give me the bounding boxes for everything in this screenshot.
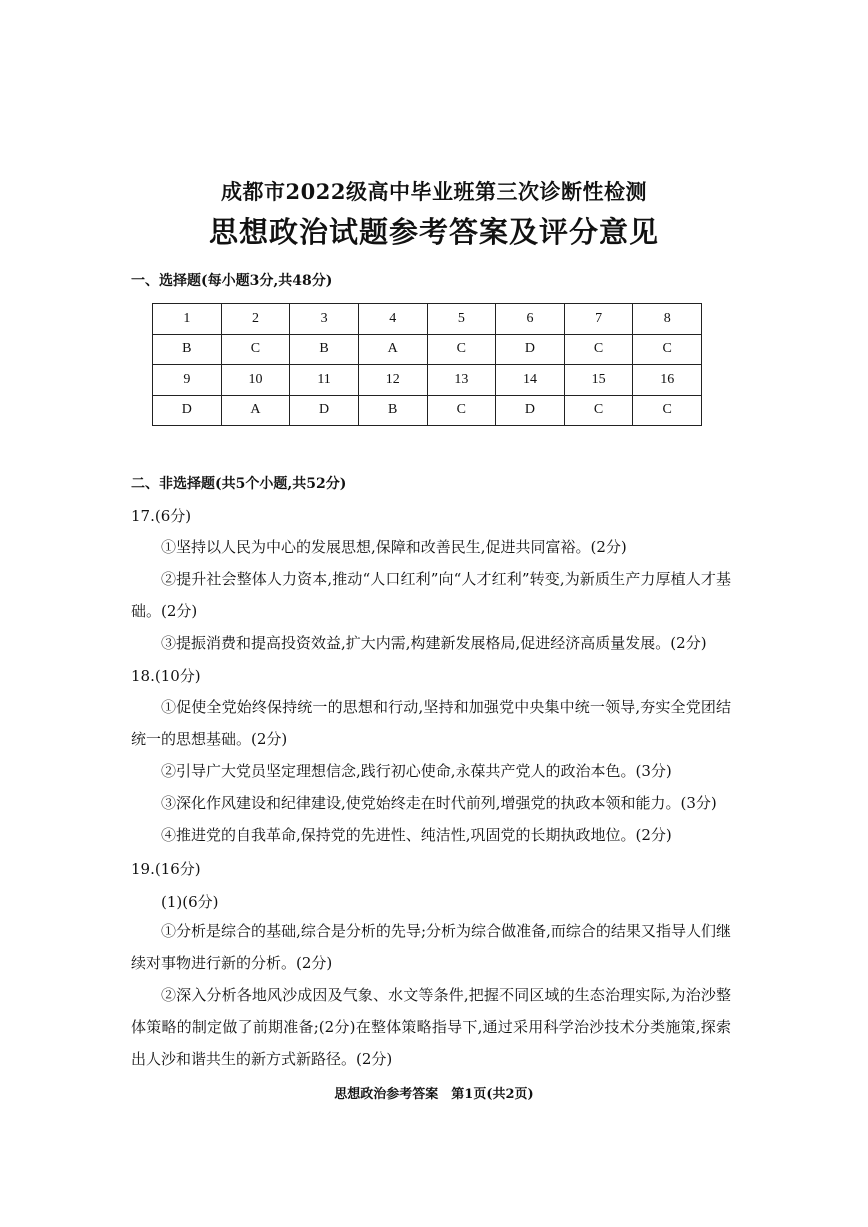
question-number-cell: 2 [221, 304, 290, 335]
q19-item-2: ②深入分析各地风沙成因及气象、水文等条件,把握不同区域的生态治理实际,为治沙整体策略的制定做了前期准备;(2分)在整体策略指导下,通过采用科学治沙技术分类施策,探索出人沙和谐共生的新方式新路径。(2分) [131, 986, 731, 1068]
answer-cell: B [358, 395, 427, 426]
question-number-cell: 8 [633, 304, 702, 335]
q19-sub1-label: (1)(6分) [161, 893, 219, 911]
page-footer: 思想政治参考答案 第1页(共2页) [334, 1087, 534, 1102]
question-number-row [153, 304, 702, 335]
question-number-cell: 3 [290, 304, 359, 335]
answer-cell: A [221, 395, 290, 426]
answer-cell: D [153, 395, 222, 426]
question-number-cell: 14 [496, 365, 565, 396]
question-number-cell: 15 [564, 365, 633, 396]
question-number-cell: 10 [221, 365, 290, 396]
q17-item-3: ③提振消费和提高投资效益,扩大内需,构建新发展格局,促进经济高质量发展。(2分) [161, 634, 707, 652]
question-number-cell: 13 [427, 365, 496, 396]
question-number-cell: 7 [564, 304, 633, 335]
answer-row [153, 334, 702, 365]
exam-title: 成都市2022级高中毕业班第三次诊断性检测 [221, 179, 647, 204]
answer-row [153, 395, 702, 426]
answer-cell: C [221, 334, 290, 365]
section2-heading: 二、非选择题(共5个小题,共52分) [131, 476, 347, 492]
q17-item-1: ①坚持以人民为中心的发展思想,保障和改善民生,促进共同富裕。(2分) [161, 538, 627, 556]
answer-cell: C [633, 334, 702, 365]
answer-cell: A [358, 334, 427, 365]
multiple-choice-answer-table [152, 303, 702, 426]
answer-cell: D [496, 395, 565, 426]
answer-cell: D [496, 334, 565, 365]
q18-item-2: ②引导广大党员坚定理想信念,践行初心使命,永葆共产党人的政治本色。(3分) [161, 762, 672, 780]
answer-cell: B [153, 334, 222, 365]
q19-label: 19.(16分) [131, 860, 201, 878]
question-number-cell: 12 [358, 365, 427, 396]
answer-cell: C [427, 395, 496, 426]
question-number-cell: 5 [427, 304, 496, 335]
question-number-cell: 1 [153, 304, 222, 335]
q17-label: 17.(6分) [131, 507, 192, 525]
answer-cell: C [564, 395, 633, 426]
answer-cell: B [290, 334, 359, 365]
question-number-row [153, 365, 702, 396]
q18-item-4: ④推进党的自我革命,保持党的先进性、纯洁性,巩固党的长期执政地位。(2分) [161, 826, 672, 844]
section1-heading: 一、选择题(每小题3分,共48分) [131, 273, 333, 289]
q17-item-2: ②提升社会整体人力资本,推动“人口红利”向“人才红利”转变,为新质生产力厚植人才基础。(2分) [131, 570, 731, 620]
question-number-cell: 6 [496, 304, 565, 335]
answer-cell: C [427, 334, 496, 365]
answer-cell: D [290, 395, 359, 426]
question-number-cell: 9 [153, 365, 222, 396]
q18-item-3: ③深化作风建设和纪律建设,使党始终走在时代前列,增强党的执政本领和能力。(3分) [161, 794, 717, 812]
question-number-cell: 4 [358, 304, 427, 335]
q18-label: 18.(10分) [131, 667, 201, 685]
question-number-cell: 11 [290, 365, 359, 396]
answer-cell: C [564, 334, 633, 365]
answer-cell: C [633, 395, 702, 426]
document-title: 思想政治试题参考答案及评分意见 [208, 215, 659, 249]
question-number-cell: 16 [633, 365, 702, 396]
q19-item-1: ①分析是综合的基础,综合是分析的先导;分析为综合做准备,而综合的结果又指导人们继续对事物进行新的分析。(2分) [131, 922, 731, 972]
q18-item-1: ①促使全党始终保持统一的思想和行动,坚持和加强党中央集中统一领导,夯实全党团结统一的思想基础。(2分) [131, 698, 731, 748]
